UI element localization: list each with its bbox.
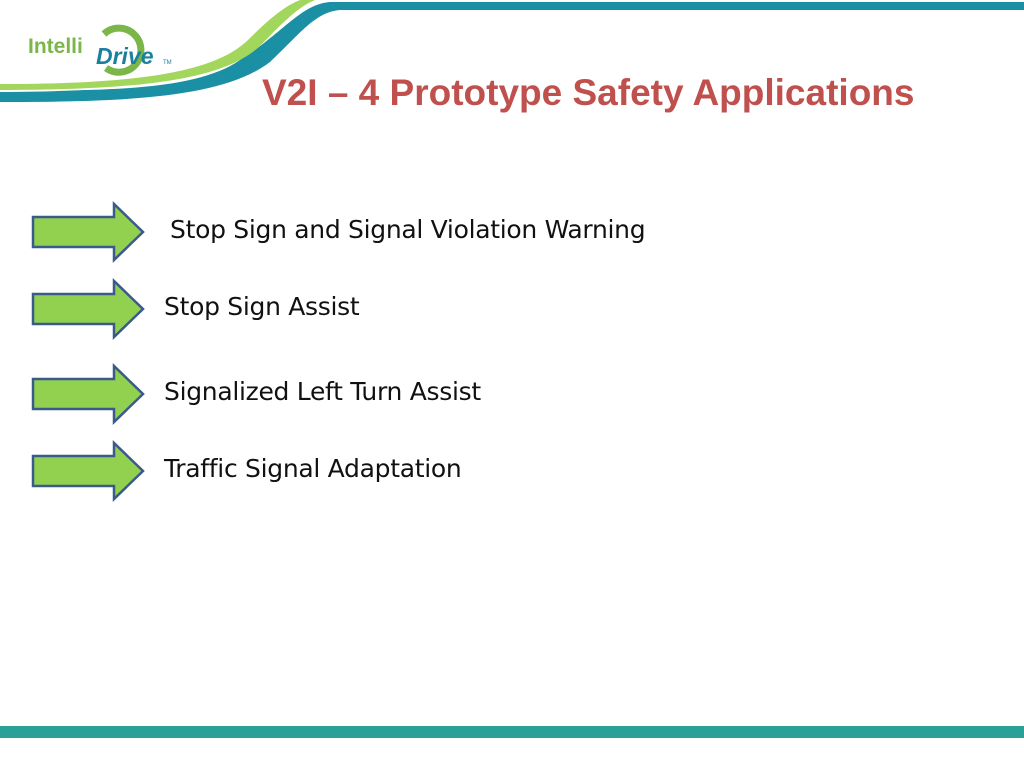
bullet-label: Stop Sign and Signal Violation Warning	[170, 215, 646, 244]
bullet-item	[30, 440, 790, 502]
svg-text:TM: TM	[163, 60, 172, 66]
green-arrow-icon	[30, 278, 146, 340]
svg-text:Intelli: Intelli	[28, 35, 83, 58]
svg-text:Drive: Drive	[96, 43, 154, 69]
bullet-item	[30, 201, 790, 263]
green-arrow-icon	[30, 201, 146, 263]
green-arrow-icon	[30, 363, 146, 425]
intellidrive-logo	[28, 20, 178, 80]
footer-band	[0, 724, 1024, 740]
bullet-item	[30, 278, 790, 340]
bullet-item	[30, 363, 790, 425]
bullet-label: Signalized Left Turn Assist	[164, 377, 481, 406]
bullet-label: Stop Sign Assist	[164, 292, 360, 321]
slide-title: V2I – 4 Prototype Safety Applications	[262, 72, 915, 113]
bullet-label: Traffic Signal Adaptation	[164, 454, 462, 483]
green-arrow-icon	[30, 440, 146, 502]
